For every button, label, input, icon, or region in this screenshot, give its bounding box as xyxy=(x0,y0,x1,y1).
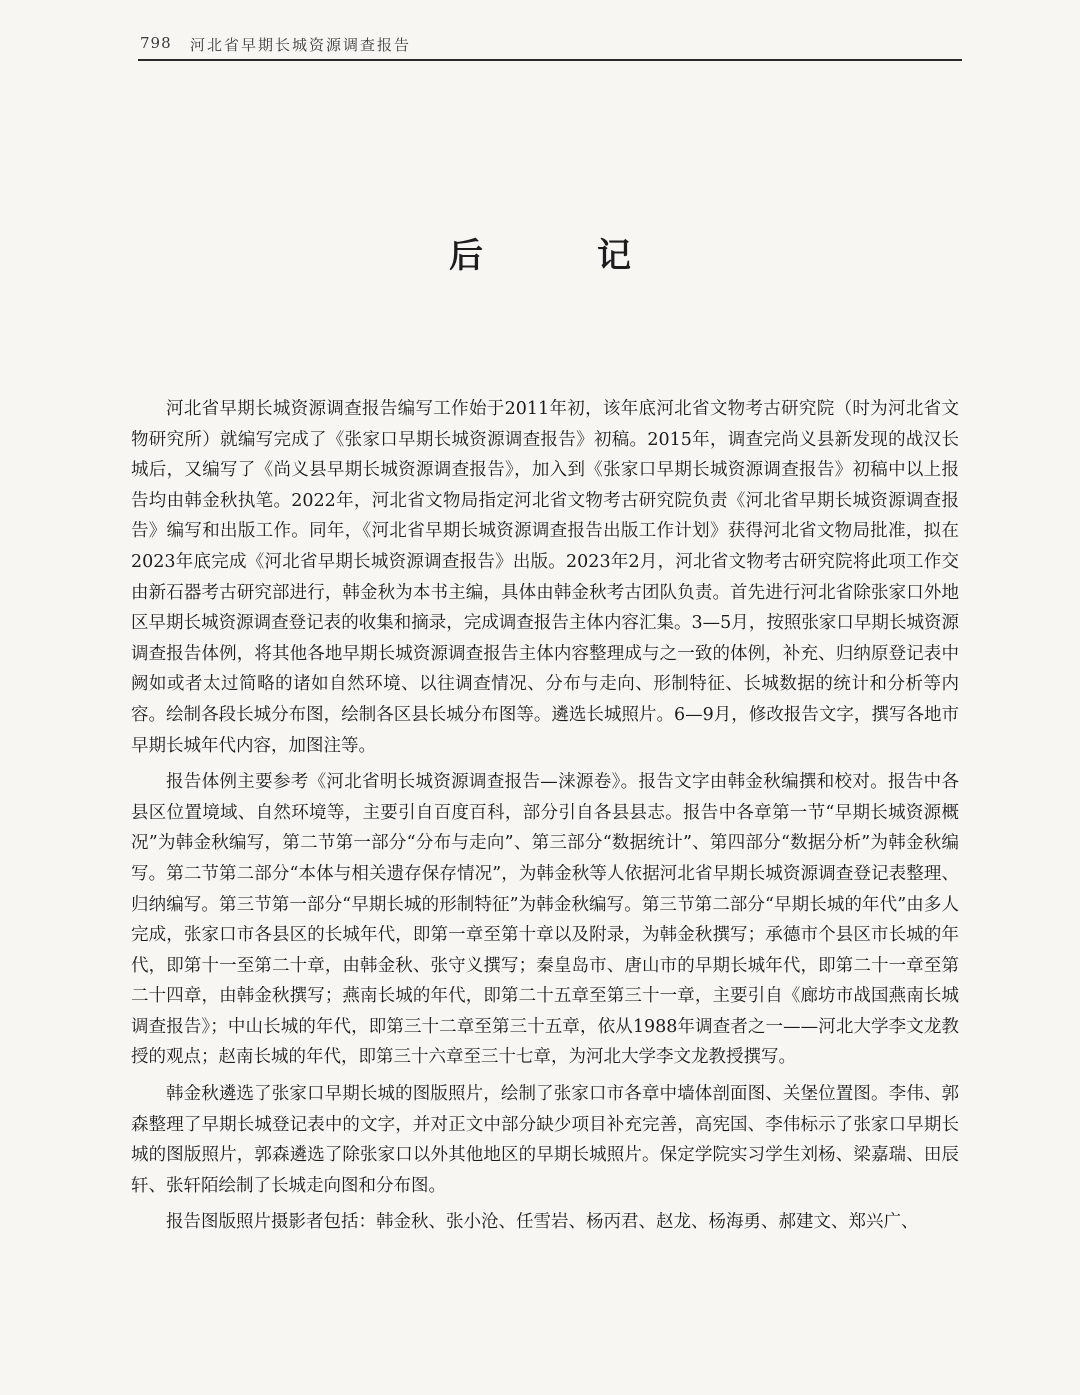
chapter-title: 后 记 xyxy=(449,236,671,276)
paragraph-3: 韩金秋遴选了张家口早期长城的图版照片，绘制了张家口市各章中墙体剖面图、关堡位置图。李伟、郭森整理了早期长城登记表中的文字，并对正文中部分缺少项目补充完善，高宪国、李伟标示了张家口早期长城的图版照片，郭森遴选了除张家口以外其他地区的早期长城照片。保定学院实习学生刘杨、梁嘉瑞、田辰轩、张轩陌绘制了长城走向图和分布图。 xyxy=(131,1084,959,1196)
page-number: 798 xyxy=(140,34,172,52)
running-header xyxy=(138,32,962,62)
book-title: 河北省早期长城资源调查报告 xyxy=(190,36,412,54)
header-rule xyxy=(138,59,962,61)
paragraph-2: 报告体例主要参考《河北省明长城资源调查报告—涞源卷》。报告文字由韩金秋编撰和校对。报告中各县区位置境域、自然环境等，主要引自百度百科，部分引自各县县志。报告中各章第一节“早期长城资源概况”为韩金秋编写，第二节第一部分“分布与走向”、第三部分“数据统计”、第四部分“数据分析”为韩金秋编写。第二节第二部分“本体与相关遗存保存情况”，为韩金秋等人依据河北省早期长城资源调查登记表整理、归纳编写。第三节第一部分“早期长城的形制特征”为韩金秋编写。第三节第二部分“早期长城的年代”由多人完成，张家口市各县区的长城年代，即第一章至第十章以及附录，为韩金秋撰写；承德市个县区市长城的年代，即第十一至第二十章，由韩金秋、张守义撰写；秦皇岛市、唐山市的早期长城年代，即第二十一章至第二十四章，由韩金秋撰写；燕南长城的年代，即第二十五章至第三十一章，主要引自《廊坊市战国燕南长城调查报告》；中山长城的年代，即第三十二章至第三十五章，依从1988年调查者之一——河北大学李文龙教授的观点；赵南长城的年代，即第三十六章至三十七章，为河北大学李文龙教授撰写。 xyxy=(131,772,959,1068)
paragraph-1: 河北省早期长城资源调查报告编写工作始于2011年初，该年底河北省文物考古研究院（时为河北省文物研究所）就编写完成了《张家口早期长城资源调查报告》初稿。2015年，调查完尚义县新发现的战汉长城后，又编写了《尚义县早期长城资源调查报告》，加入到《张家口早期长城资源调查报告》初稿中以上报告均由韩金秋执笔。2022年，河北省文物局指定河北省文物考古研究院负责《河北省早期长城资源调查报告》编写和出版工作。同年，《河北省早期长城资源调查报告出版工作计划》获得河北省文物局批准，拟在2023年底完成《河北省早期长城资源调查报告》出版。2023年2月，河北省文物考古研究院将此项工作交由新石器考古研究部进行，韩金秋为本书主编，具体由韩金秋考古团队负责。首先进行河北省除张家口外地区早期长城资源调查登记表的收集和摘录，完成调查报告主体内容汇集。3—5月，按照张家口早期长城资源调查报告体例，将其他各地早期长城资源调查报告主体内容整理成与之一致的体例，补充、归纳原登记表中阙如或者太过简略的诸如自然环境、以往调查情况、分布与走向、形制特征、长城数据的统计和分析等内容。绘制各段长城分布图，绘制各区县长城分布图等。遴选长城照片。6—9月，修改报告文字，撰写各地市早期长城年代内容，加图注等。 xyxy=(131,399,959,756)
body-text xyxy=(131,394,959,1244)
paragraph-4: 报告图版照片摄影者包括：韩金秋、张小沧、任雪岩、杨丙君、赵龙、杨海勇、郝建文、郑兴广、 xyxy=(166,1212,919,1233)
